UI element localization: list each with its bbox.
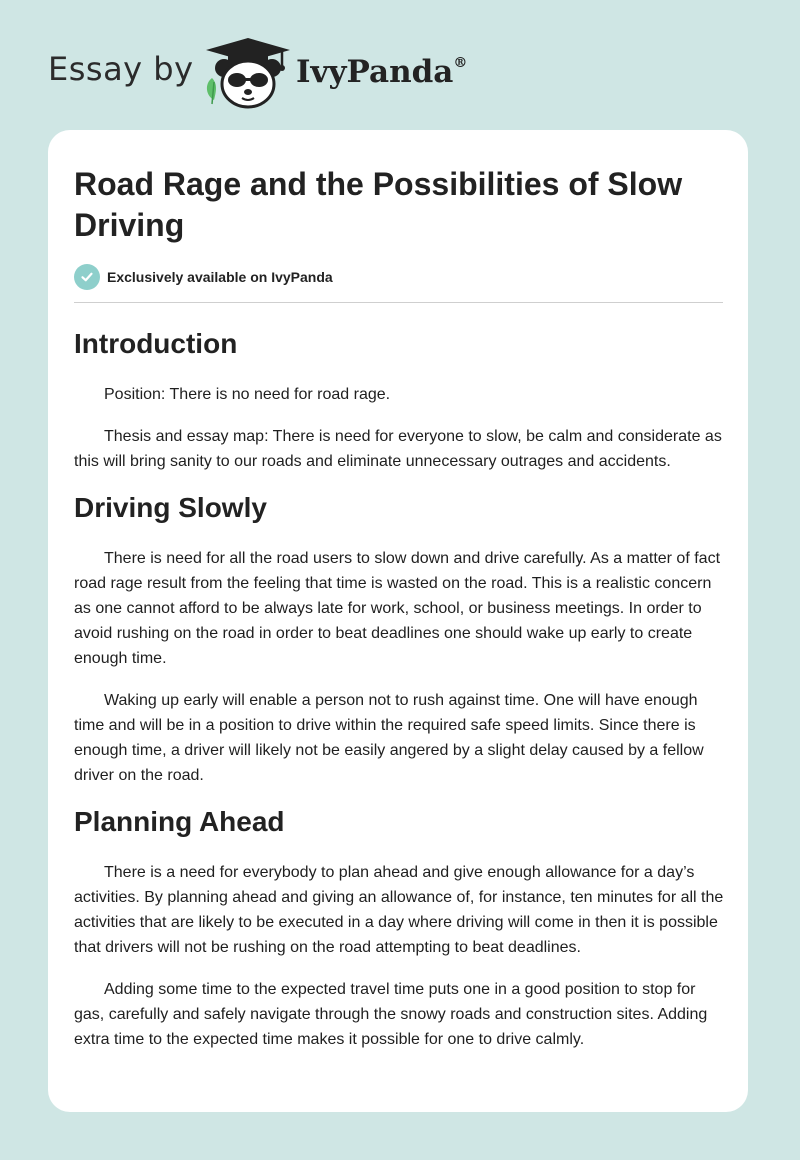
section-heading-introduction: Introduction <box>74 328 238 359</box>
brand-logo-text[interactable] <box>296 54 467 90</box>
essay-body <box>74 324 724 1052</box>
exclusive-badge <box>74 264 333 290</box>
section-heading-driving-slowly: Driving Slowly <box>74 492 267 523</box>
brand-name: IvyPanda <box>296 54 454 90</box>
section-heading-planning-ahead: Planning Ahead <box>74 806 285 837</box>
paragraph: Thesis and essay map: There is need for everyone to slow, be calm and considerate as this will bring sanity to our roads and eliminate unnecessary outrages and accidents. <box>74 428 722 470</box>
panda-graduate-icon[interactable] <box>202 34 294 110</box>
essay-title: Road Rage and the Possibilities of Slow Driving <box>74 166 683 243</box>
site-header <box>0 0 800 130</box>
exclusive-badge-text: Exclusively available on IvyPanda <box>107 269 333 285</box>
paragraph: There is need for all the road users to slow down and drive carefully. As a matter of fact road rage result from the feeling that time is wasted on the road. This is a realistic concern as one cannot afford to be always late for work, school, or business meetings. In order to avoid rushing on the road in order to beat deadlines one should wake up early to create enough time. <box>74 550 721 667</box>
paragraph: Position: There is no need for road rage. <box>104 386 391 403</box>
paragraph: There is a need for everybody to plan ahead and give enough allowance for a day’s activities. By planning ahead and giving an allowance of, for instance, ten minutes for all the activities that are likely to be executed in a day where driving will come in then it is possible that drivers will not be rushing on the road attempting to beat deadlines. <box>74 864 724 956</box>
essay-by-label: Essay by <box>48 50 194 88</box>
essay-card <box>48 130 748 1112</box>
registered-mark: ® <box>453 54 468 71</box>
check-circle-icon <box>74 264 100 290</box>
paragraph: Waking up early will enable a person not to rush against time. One will have enough time and will be in a position to drive within the required safe speed limits. Since there is enough time, a driver will likely not be easily angered by a slight delay caused by a fellow driver on the road. <box>74 692 704 784</box>
paragraph: Adding some time to the expected travel time puts one in a good position to stop for gas, carefully and safely navigate through the snowy roads and construction sites. Adding extra time to the expected time makes it possible for one to drive calmly. <box>74 981 708 1048</box>
title-divider <box>74 302 723 303</box>
